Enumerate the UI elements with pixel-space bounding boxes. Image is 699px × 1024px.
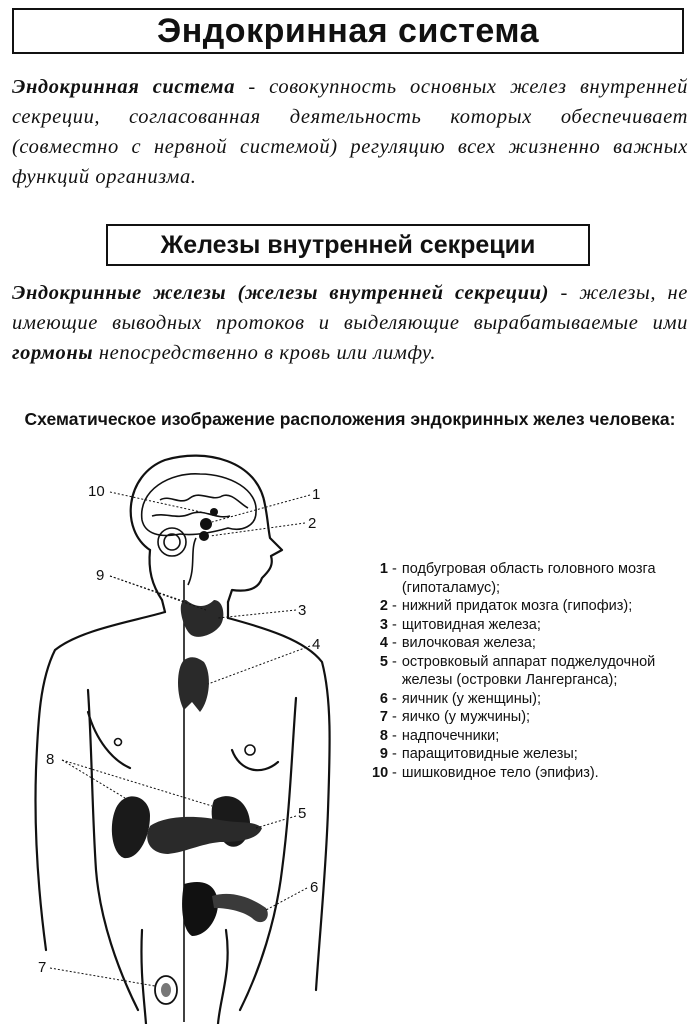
definition-text: - железы, не имеющие выводных протоков и выделяющие вырабатываемые ими: [12, 282, 688, 334]
legend-item: 1 - подбугровая область головного мозга (гипоталамус);: [379, 561, 656, 596]
definition-term: Эндокринные железы (железы внутренней секреции): [12, 282, 550, 304]
section-title-box: [106, 224, 590, 266]
legend-item: 3 - щитовидная железа;: [379, 616, 541, 633]
glands-legend: [372, 560, 692, 782]
definition-text: - совокупность основных желез внутренней секреции, согласованная деятельность которых обеспечивает (совместно с нервной системой) регуляцию всех жизненно важных функций организма.: [12, 76, 688, 188]
definition-text-end: непосредственно в кровь или лимфу.: [93, 342, 437, 364]
scheme-title: Схематическое изображение расположения эндокринных желез человека:: [24, 409, 676, 429]
hormones-word: гормоны: [12, 342, 94, 364]
diagram-label-10: 10: [88, 483, 105, 500]
legend-item: 4 - вилочковая железа;: [379, 635, 536, 651]
endocrine-glands-definition: [12, 278, 688, 368]
legend-item: 9 - паращитовидные железы;: [379, 746, 578, 762]
page-title-box: [12, 8, 684, 54]
pituitary-gland: [199, 531, 209, 541]
legend-item: 8 - надпочечники;: [379, 727, 500, 744]
section-title: Железы внутренней секреции: [160, 230, 536, 259]
diagram-label-2: 2: [308, 515, 317, 532]
diagram-label-1: 1: [312, 486, 321, 503]
endocrine-glands-diagram: [0, 450, 420, 1024]
legend-item: 6 - яичник (у женщины);: [379, 690, 542, 707]
pineal-gland: [210, 508, 218, 516]
legend-item: 2 - нижний придаток мозга (гипофиз);: [379, 598, 633, 614]
pancreas-gland: [147, 817, 262, 854]
ovary-uterus: [182, 882, 218, 936]
ovary-tube: [212, 894, 268, 922]
hypothalamus-gland: [200, 518, 212, 530]
thyroid-gland: [181, 600, 224, 637]
page-title: Эндокринная система: [157, 11, 539, 50]
nipple-right: [245, 745, 255, 755]
diagram-label-8: 8: [46, 751, 55, 768]
thymus-gland: [178, 657, 209, 712]
brain-shape: [142, 474, 256, 585]
diagram-label-7: 7: [38, 959, 47, 976]
diagram-label-5: 5: [298, 805, 307, 822]
diagram-label-4: 4: [312, 636, 321, 653]
diagram-label-9: 9: [96, 567, 105, 584]
testis-core: [161, 983, 171, 997]
legend-item: 7 - яичко (у мужчины);: [379, 709, 531, 725]
diagram-label-3: 3: [298, 602, 307, 619]
definition-term: Эндокринная система: [12, 76, 236, 98]
body-outline: [35, 456, 329, 1024]
nipple-left: [115, 739, 122, 746]
legend-item: 10 - шишковидное тело (эпифиз).: [372, 764, 599, 781]
endocrine-system-definition: [12, 72, 688, 192]
diagram-label-6: 6: [310, 879, 319, 896]
legend-item: 5 - островковый аппарат поджелудочной железы (островки Лангерганса);: [379, 653, 656, 688]
adrenal-gland-left: [112, 796, 150, 858]
